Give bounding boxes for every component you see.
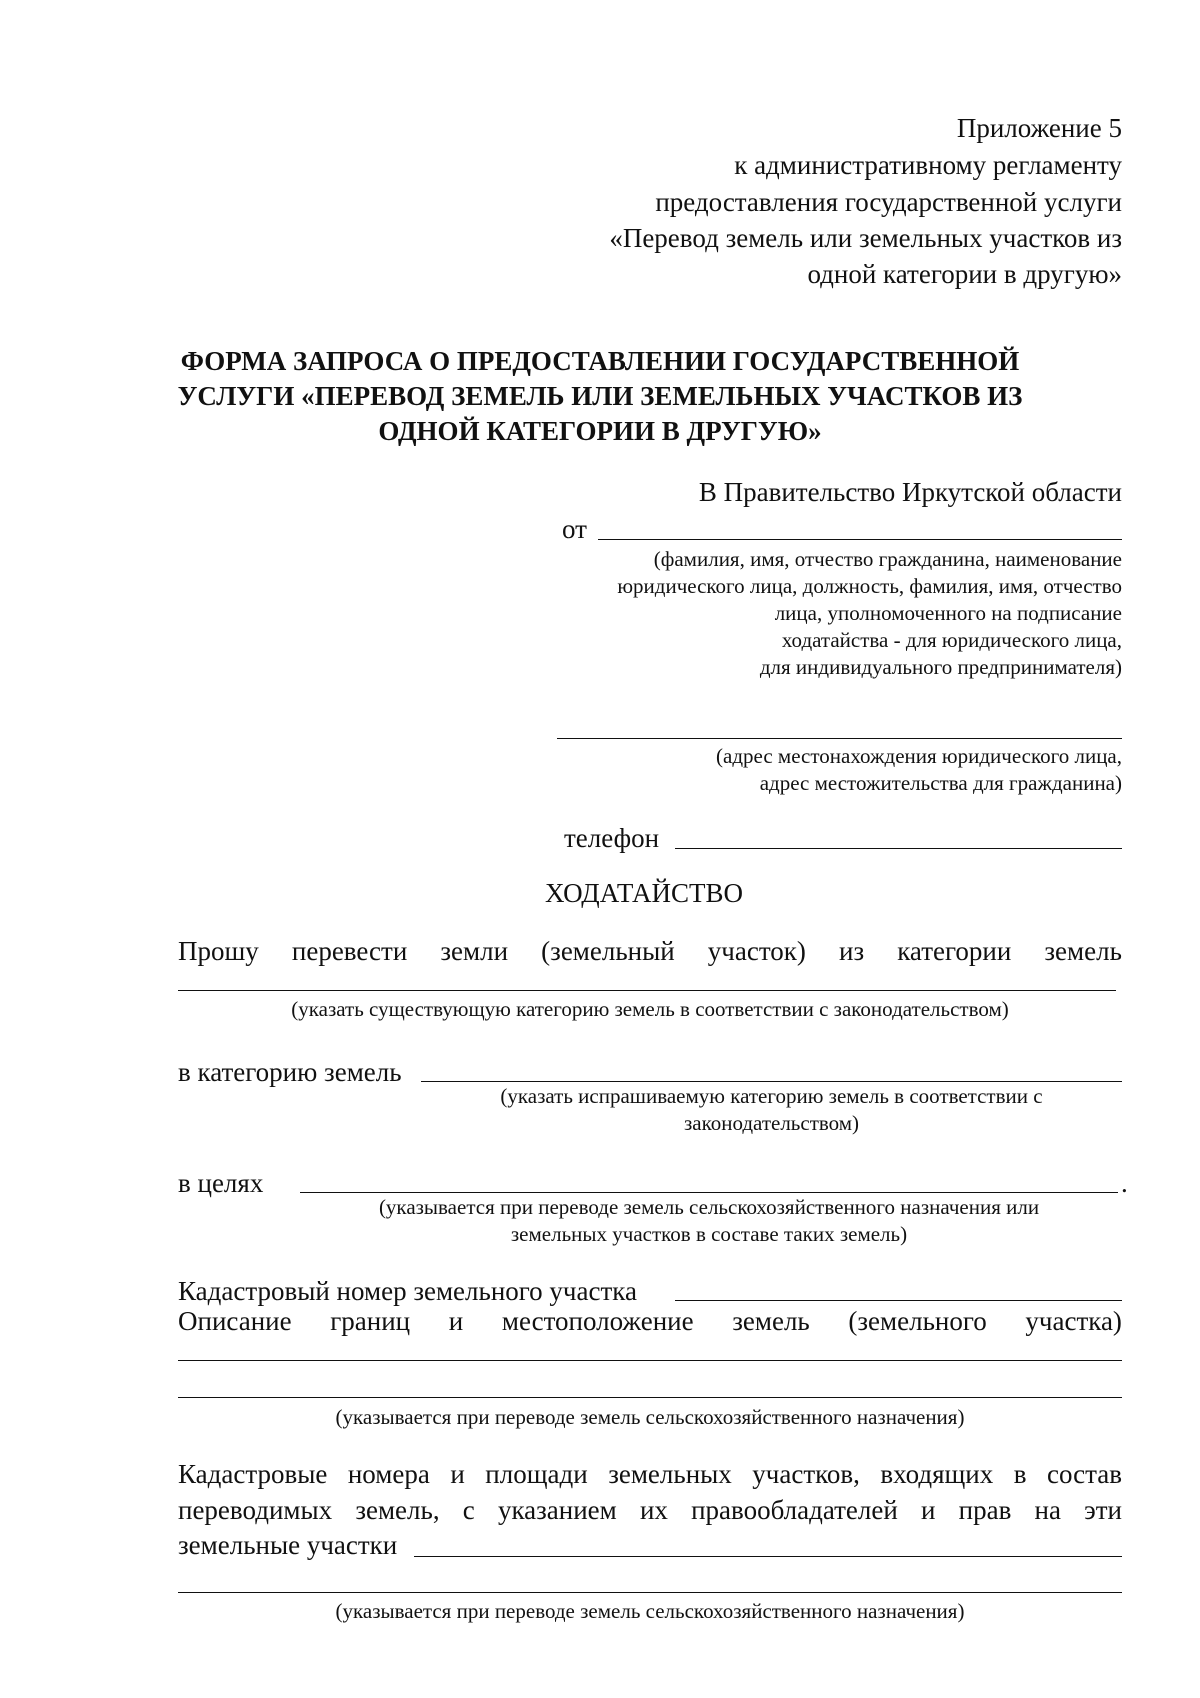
cadastral-number-field-line[interactable]: [675, 1300, 1122, 1301]
word: перевести: [291, 936, 408, 966]
parcels-hint: (указывается при переводе земель сельскохозяйственного назначения): [335, 1599, 965, 1623]
form-title-line-1: ФОРМА ЗАПРОСА О ПРЕДОСТАВЛЕНИИ ГОСУДАРСТВЕННОЙ: [180, 346, 1020, 376]
purpose-hint-2: земельных участков в составе таких земель): [510, 1222, 908, 1246]
word: на: [1034, 1495, 1061, 1525]
from-hint-5: для индивидуального предпринимателя): [759, 655, 1122, 679]
word: (земельного: [848, 1306, 987, 1336]
word: земель: [1044, 936, 1122, 966]
appendix-line-5: одной категории в другую»: [807, 259, 1122, 289]
appendix-line-1: Приложение 5: [956, 113, 1122, 143]
word: площади: [485, 1459, 588, 1489]
from-field-line[interactable]: [598, 539, 1122, 540]
word: земельных: [608, 1459, 732, 1489]
form-title-line-3: ОДНОЙ КАТЕГОРИИ В ДРУГУЮ»: [378, 416, 822, 446]
word: их: [639, 1495, 668, 1525]
word: местоположение: [501, 1306, 694, 1336]
from-hint-4: ходатайства - для юридического лица,: [781, 628, 1122, 652]
from-hint-1: (фамилия, имя, отчество гражданина, наименование: [653, 547, 1122, 571]
word: категории: [897, 936, 1012, 966]
word: земли: [440, 936, 509, 966]
address-hint-1: (адрес местонахождения юридического лица,: [716, 744, 1122, 768]
word: с: [462, 1495, 475, 1525]
purpose-end-dot: .: [1121, 1168, 1128, 1198]
word: земель: [732, 1306, 810, 1336]
parcels-field-line-2[interactable]: [178, 1592, 1122, 1593]
word: прав: [958, 1495, 1012, 1525]
word: (земельный: [541, 936, 675, 966]
word: номера: [347, 1459, 430, 1489]
description-line: [178, 1306, 1122, 1337]
word: участков,: [752, 1459, 860, 1489]
word: границ: [330, 1306, 411, 1336]
parcels-line-3-label: земельные участки: [178, 1530, 398, 1560]
current-category-hint: (указать существующую категорию земель в соответствии с законодательством): [291, 997, 1009, 1021]
word: Прошу: [178, 936, 259, 966]
description-field-line-1[interactable]: [178, 1360, 1122, 1361]
address-hint-2: адрес местожительства для гражданина): [759, 771, 1122, 795]
request-line: [178, 936, 1122, 967]
target-category-label: в категорию земель: [178, 1057, 402, 1087]
target-category-hint-1: (указать испрашиваемую категорию земель в соответствии с: [500, 1084, 1043, 1108]
current-category-field-line[interactable]: [178, 990, 1116, 991]
word: участка): [1025, 1306, 1122, 1336]
appendix-line-3: предоставления государственной услуги: [655, 187, 1122, 217]
parcels-field-line-1[interactable]: [414, 1556, 1122, 1557]
word: участок): [707, 936, 806, 966]
cadastral-number-label: Кадастровый номер земельного участка: [178, 1276, 637, 1306]
word: входящих: [880, 1459, 994, 1489]
description-field-line-2[interactable]: [178, 1397, 1122, 1398]
word: и: [448, 1306, 464, 1336]
description-hint: (указывается при переводе земель сельскохозяйственного назначения): [335, 1405, 965, 1429]
target-category-field-line[interactable]: [421, 1081, 1122, 1082]
word: указанием: [497, 1495, 617, 1525]
parcels-line-2: [178, 1495, 1122, 1526]
word: из: [839, 936, 865, 966]
word: состав: [1046, 1459, 1122, 1489]
petition-heading: ХОДАТАЙСТВО: [545, 878, 743, 908]
word: Кадастровые: [178, 1459, 328, 1489]
address-field-line[interactable]: [557, 738, 1122, 739]
word: и: [450, 1459, 465, 1489]
word: правообладателей: [691, 1495, 898, 1525]
from-hint-3: лица, уполномоченного на подписание: [774, 601, 1122, 625]
appendix-line-2: к административному регламенту: [734, 150, 1122, 180]
purpose-hint-1: (указывается при переводе земель сельскохозяйственного назначения или: [378, 1195, 1040, 1219]
from-label: от: [562, 514, 587, 544]
purpose-label: в целях: [178, 1168, 264, 1198]
word: Описание: [178, 1306, 292, 1336]
word: эти: [1084, 1495, 1122, 1525]
word: и: [921, 1495, 936, 1525]
appendix-line-4: «Перевод земель или земельных участков из: [609, 223, 1122, 253]
purpose-field-line[interactable]: [300, 1192, 1118, 1193]
word: в: [1013, 1459, 1027, 1489]
from-hint-2: юридического лица, должность, фамилия, имя, отчество: [617, 574, 1122, 598]
parcels-line-1: [178, 1459, 1122, 1490]
phone-field-line[interactable]: [675, 848, 1122, 849]
form-title-line-2: УСЛУГИ «ПЕРЕВОД ЗЕМЕЛЬ ИЛИ ЗЕМЕЛЬНЫХ УЧАСТКОВ ИЗ: [177, 381, 1023, 411]
target-category-hint-2: законодательством): [683, 1111, 860, 1135]
word: переводимых: [178, 1495, 333, 1525]
phone-label: телефон: [564, 823, 660, 853]
addressee-to: В Правительство Иркутской области: [698, 477, 1122, 507]
word: земель,: [355, 1495, 440, 1525]
